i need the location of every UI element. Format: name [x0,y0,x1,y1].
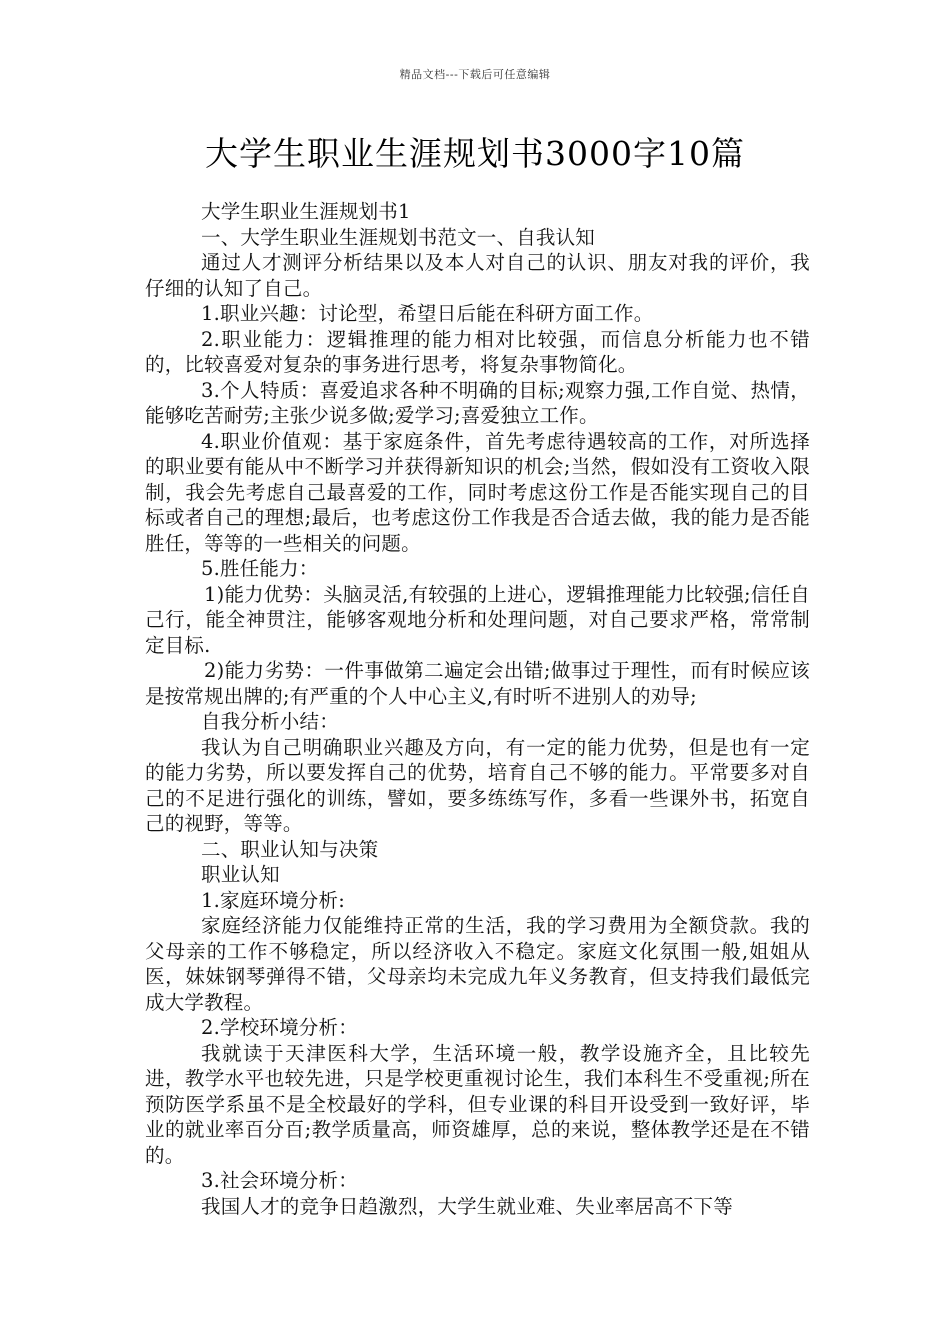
paragraph: 2.学校环境分析： [201,1016,358,1039]
paragraph: 自我分析小结： [201,710,339,733]
paragraph: 2.职业能力：逻辑推理的能力相对比较强，而信息分析能力也不错的，比较喜爱对复杂的事务进行思考，将复杂事物简化。 [145,327,810,376]
paragraph: 1.职业兴趣：讨论型，希望日后能在科研方面工作。 [201,302,654,325]
paragraph: 一、大学生职业生涯规划书范文一、自我认知 [201,225,596,249]
paragraph: 我国人才的竞争日趋激烈，大学生就业难、失业率居高不下等 [201,1194,733,1218]
document-title: 大学生职业生涯规划书3000字10篇 [205,134,745,173]
paragraph: 二、职业认知与决策 [201,837,379,861]
paragraph: 家庭经济能力仅能维持正常的生活，我的学习费用为全额贷款。我的父母亲的工作不够稳定，所以经济收入不稳定。家庭文化氛围一般,姐姐从医，妹妹钢琴弹得不错，父母亲均未完成九年义务教育，但支持我们最低完成大学教程。 [145,914,810,1014]
paragraph: 大学生职业生涯规划书1 [201,200,411,223]
paragraph: 1)能力优势：头脑灵活,有较强的上进心，逻辑推理能力比较强;信任自己行，能全神贯注，能够客观地分析和处理问题，对自己要求严格，常常制定目标. [145,582,810,657]
paragraph: 2)能力劣势：一件事做第二遍定会出错;做事过于理性，而有时候应该是按常规出牌的;有严重的个人中心主义,有时听不进别人的劝导; [145,659,810,708]
document-body [145,199,810,1219]
paragraph: 我就读于天津医科大学，生活环境一般，教学设施齐全，且比较先进，教学水平也较先进，只是学校更重视讨论生，我们本科生不受重视;所在预防医学系虽不是全校最好的学科，但专业课的科目开设受到一致好评，毕业的就业率百分百;教学质量高，师资雄厚，总的来说，整体教学还是在不错的。 [145,1041,810,1167]
paragraph: 我认为自己明确职业兴趣及方向，有一定的能力优势，但是也有一定的能力劣势，所以要发挥自己的优势，培育自己不够的能力。平常要多对自己的不足进行强化的训练，譬如，要多练练写作，多看一些课外书，拓宽自己的视野，等等。 [145,735,810,835]
paragraph: 1.家庭环境分析: [201,888,345,912]
header-note: 精品文档---下载后可任意编辑 [399,68,551,81]
paragraph: 5.胜任能力： [201,557,319,580]
paragraph: 通过人才测评分析结果以及本人对自己的认识、朋友对我的评价，我仔细的认知了自己。 [145,251,810,300]
paragraph: 4.职业价值观：基于家庭条件，首先考虑待遇较高的工作，对所选择的职业要有能从中不断学习并获得新知识的机会;当然，假如没有工资收入限制，我会先考虑自己最喜爱的工作，同时考虑这份工作是否能实现自己的目标或者自己的理想;最后，也考虑这份工作我是否合适去做，我的能力是否能胜任，等等的一些相关的问题。 [145,429,810,555]
paragraph: 3.社会环境分析： [201,1169,358,1192]
paragraph: 3.个人特质：喜爱追求各种不明确的目标;观察力强,工作自觉、热情，能够吃苦耐劳;主张少说多做;爱学习;喜爱独立工作。 [145,378,810,427]
paragraph: 职业认知 [201,863,280,886]
